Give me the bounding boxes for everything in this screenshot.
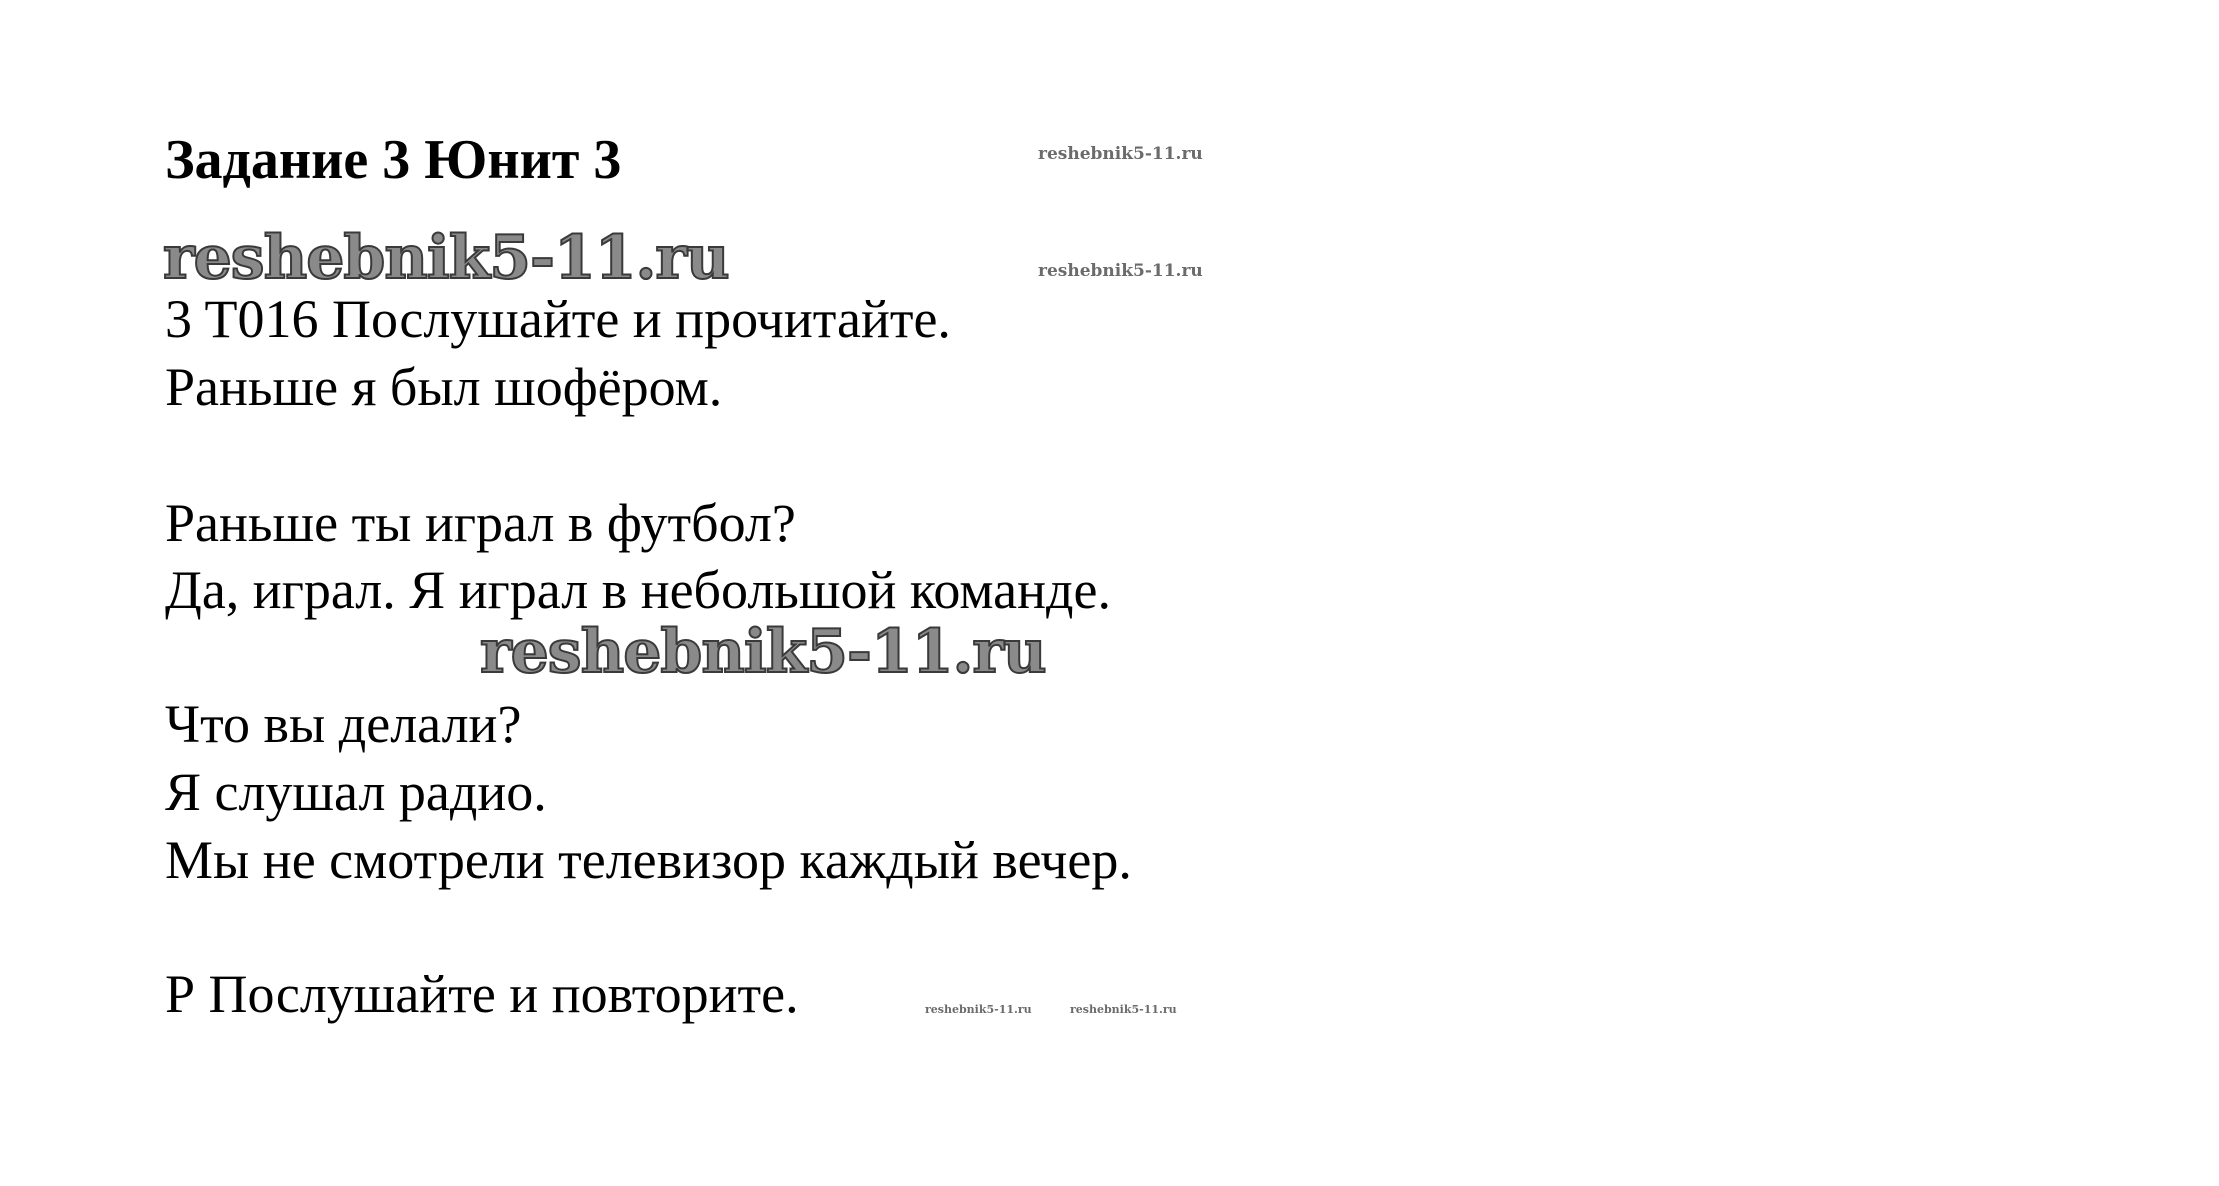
watermark-large-1: reshebnik5-11.ru: [163, 223, 729, 293]
watermark-tiny-1: reshebnik5-11.ru: [925, 1003, 1032, 1016]
watermark-small-1: reshebnik5-11.ru: [1038, 144, 1203, 164]
task-heading: Задание 3 Юнит 3: [165, 129, 622, 191]
exercise-instruction: 3 T016 Послушайте и прочитайте.: [165, 289, 951, 349]
text-line-1: Раньше я был шофёром.: [165, 357, 723, 417]
watermark-tiny-2: reshebnik5-11.ru: [1070, 1003, 1177, 1016]
text-line-6: Мы не смотрели телевизор каждый вечер.: [165, 830, 1132, 890]
text-line-4: Что вы делали?: [165, 694, 522, 754]
watermark-small-2: reshebnik5-11.ru: [1038, 261, 1203, 281]
text-line-3: Да, играл. Я играл в небольшой команде.: [165, 560, 1111, 620]
text-line-5: Я слушал радио.: [165, 762, 547, 822]
repeat-instruction: Р Послушайте и повторите.: [165, 964, 799, 1024]
text-line-2: Раньше ты играл в футбол?: [165, 493, 796, 553]
watermark-large-2: reshebnik5-11.ru: [480, 617, 1046, 687]
